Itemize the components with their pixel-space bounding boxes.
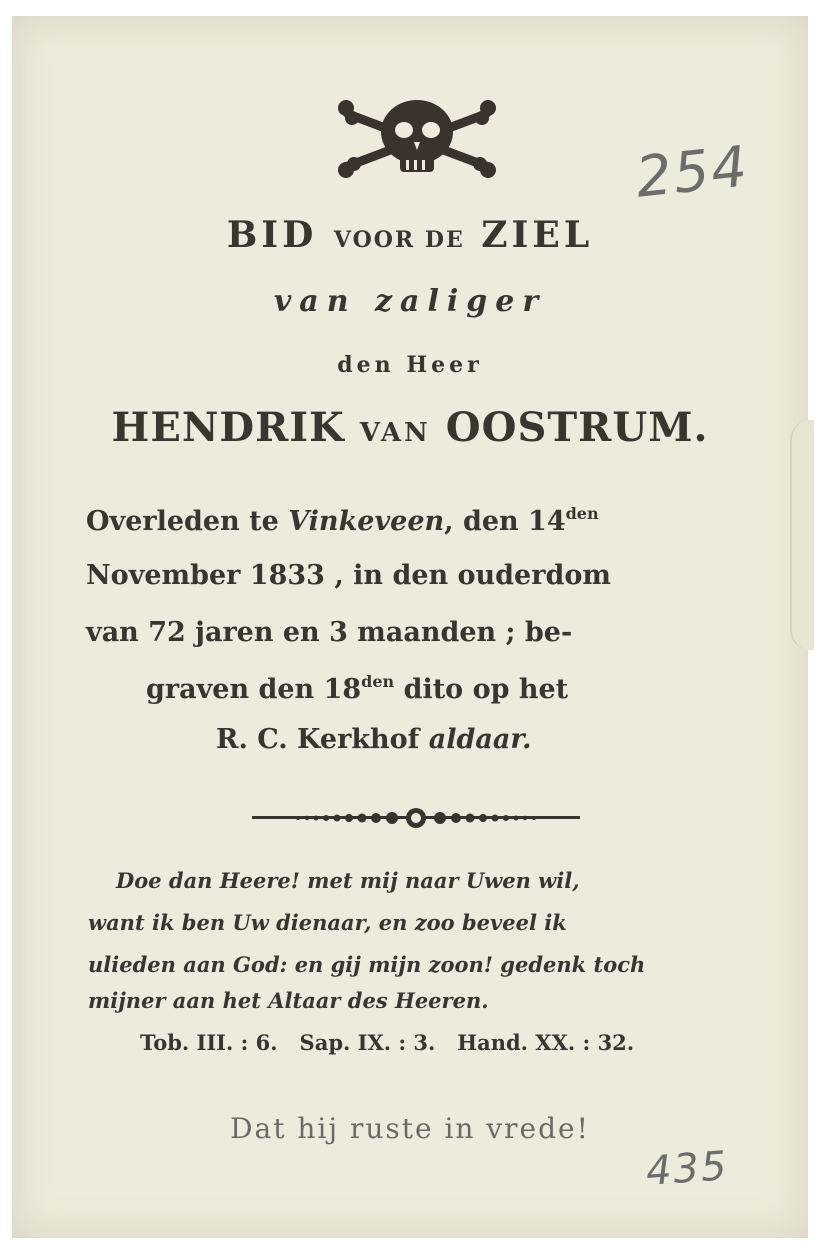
scripture-references: Tob. III. : 6. Sap. IX. : 3. Hand. XX. : 32. [140,1030,635,1055]
verse-line-3: ulieden aan God: en gij mijn zoon! gedenk toch [88,952,646,977]
body-line-1: Overleden te Vinkeveen, den $14^{den}$ [86,504,599,537]
heading-van-zaliger: van zaliger [273,284,547,319]
body-line-2: November 1833 , in den ouderdom [86,560,611,591]
body-line-4: graven den $18^{den}$ dito op het [146,672,569,705]
closing-line: Dat hij ruste in vrede! [230,1112,590,1145]
heading-den-heer: den Heer [337,352,483,378]
ornament-divider [252,804,580,832]
skull-crossbones-icon [336,94,498,184]
card-edge-curl [790,420,814,650]
handwritten-number-top: 254 [632,134,752,211]
heading-bid-voor-de-ziel: BID VOOR DE ZIEL [226,214,594,256]
verse-line-4: mijner aan het Altaar des Heeren. [88,988,489,1013]
verse-line-2: want ik ben Uw dienaar, en zoo beveel ik [88,910,567,935]
deceased-name: HENDRIK VAN OOSTRUM. [111,404,709,451]
handwritten-number-bottom: 435 [644,1143,730,1195]
body-line-3: van 72 jaren en 3 maanden ; be- [86,617,573,648]
verse-line-1: Doe dan Heere! met mij naar Uwen wil, [116,868,580,893]
body-line-5: R. C. Kerkhof aldaar. [216,724,532,755]
